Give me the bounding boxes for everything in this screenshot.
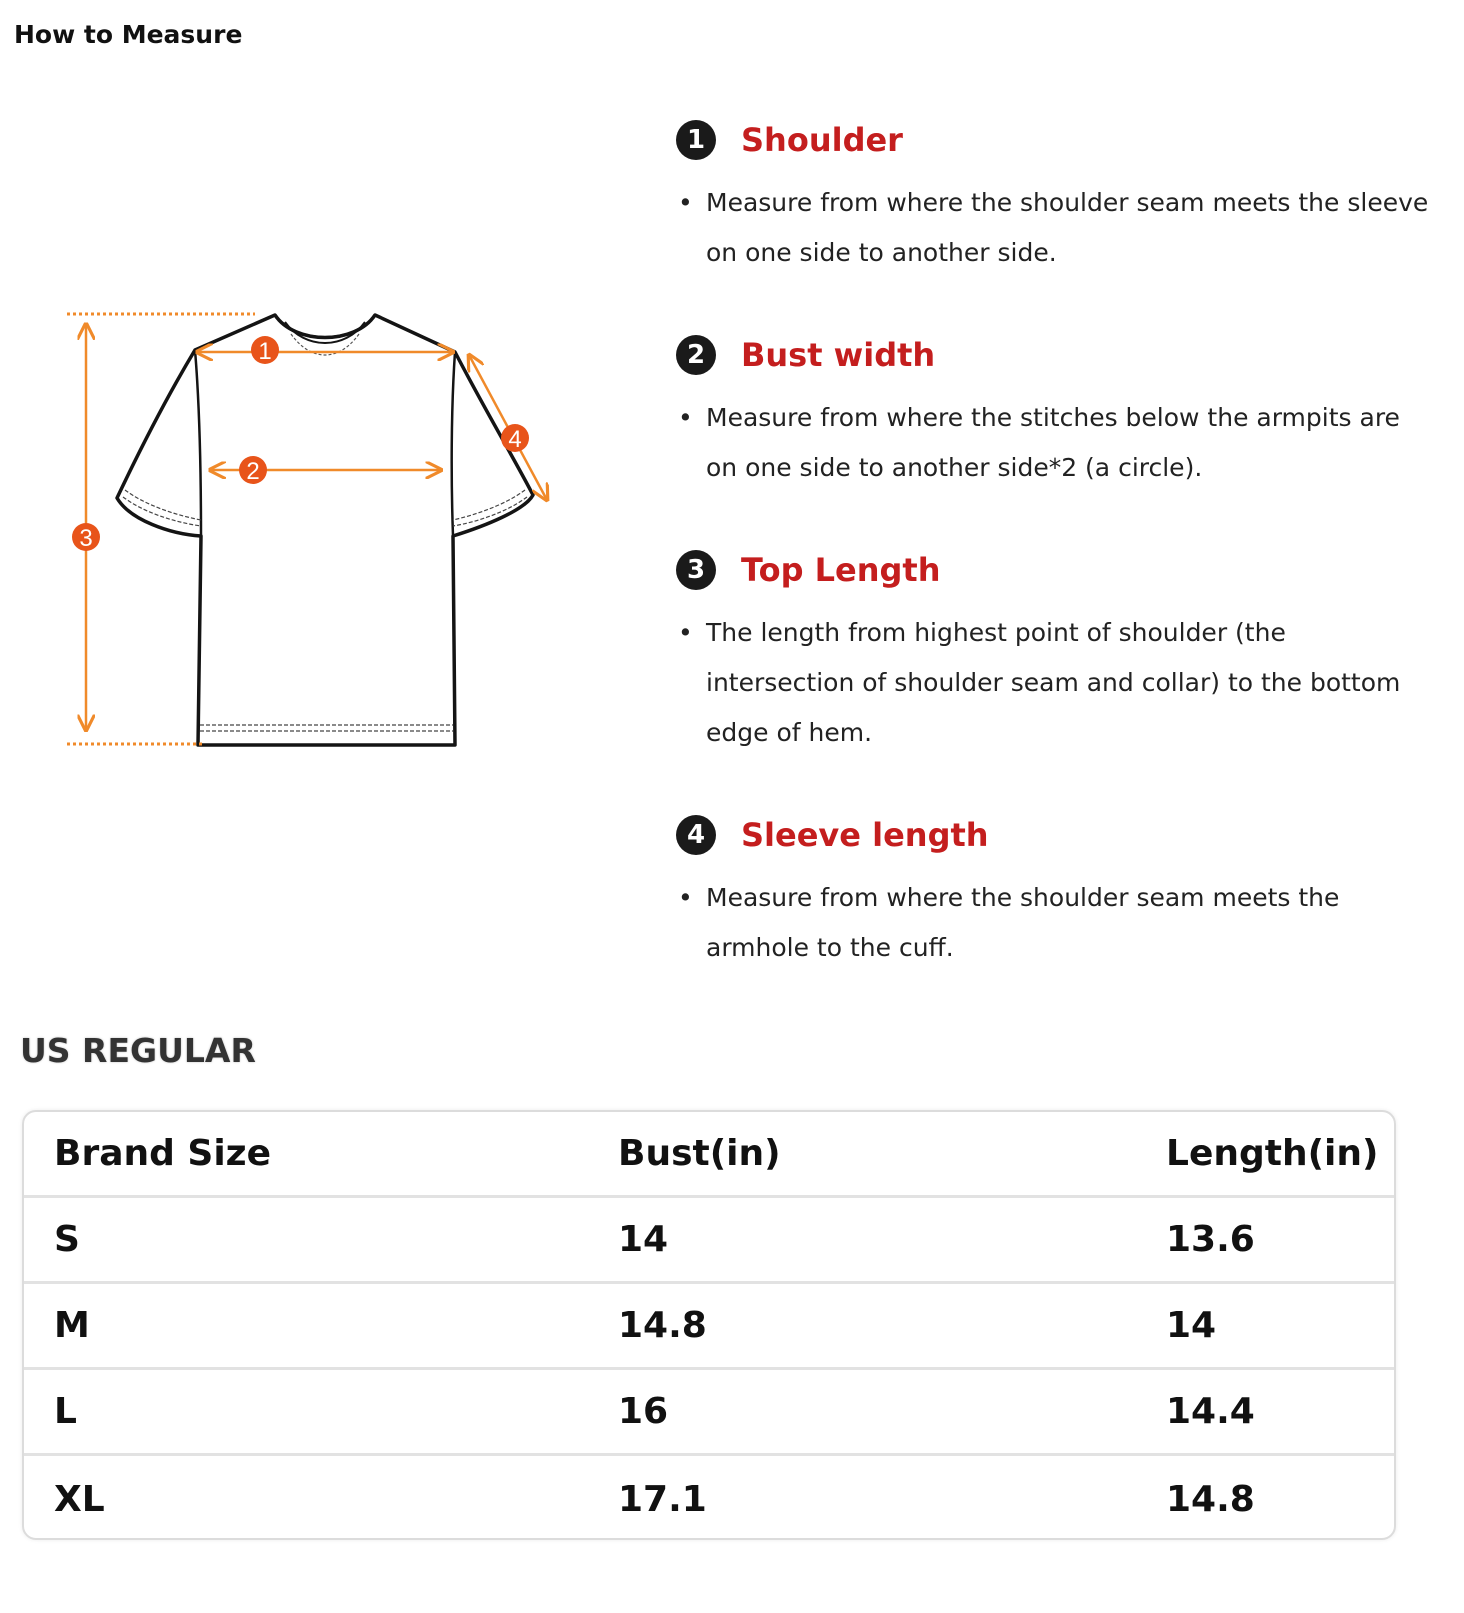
- header-brand-size: Brand Size: [54, 1133, 272, 1174]
- bullet-icon: •: [678, 883, 693, 912]
- length-cell: 14.4: [1166, 1391, 1255, 1432]
- size-cell: L: [54, 1391, 77, 1432]
- length-cell: 13.6: [1166, 1219, 1255, 1260]
- size-cell: XL: [54, 1478, 105, 1520]
- step-description: Measure from where the stitches below the armpits are on one side to another side*2 (a circle).: [706, 403, 1400, 482]
- bust-cell: 14: [618, 1219, 669, 1260]
- svg-text:1: 1: [258, 338, 272, 365]
- header-bust: Bust(in): [618, 1133, 781, 1174]
- t-shirt-outline: [117, 315, 533, 745]
- size-chart-title: US REGULAR: [20, 1031, 256, 1070]
- length-cell: 14.8: [1166, 1478, 1255, 1520]
- step-number-badge: 2: [676, 335, 716, 375]
- step-title: Shoulder: [741, 121, 903, 159]
- bullet-icon: •: [678, 188, 693, 217]
- step-bust-width: [676, 333, 1436, 493]
- step-description: Measure from where the shoulder seam meets the armhole to the cuff.: [706, 883, 1340, 962]
- svg-text:2: 2: [246, 458, 260, 485]
- step-top-length: [676, 548, 1436, 758]
- step-sleeve-length: [676, 813, 1436, 973]
- step-title: Top Length: [741, 551, 941, 589]
- table-row: [24, 1198, 1394, 1284]
- table-row: [24, 1284, 1394, 1370]
- length-cell: 14: [1166, 1305, 1217, 1346]
- header-length: Length(in): [1166, 1133, 1379, 1174]
- step-number-badge: 4: [676, 815, 716, 855]
- page-title: How to Measure: [14, 20, 243, 49]
- size-cell: M: [54, 1305, 90, 1346]
- svg-text:3: 3: [79, 525, 93, 552]
- step-number-badge: 1: [676, 120, 716, 160]
- table-header-row: [24, 1112, 1394, 1198]
- svg-text:4: 4: [508, 426, 522, 453]
- bust-cell: 14.8: [618, 1305, 707, 1346]
- step-number-badge: 3: [676, 550, 716, 590]
- step-description: The length from highest point of shoulder (the intersection of shoulder seam and collar) to the bottom edge of hem.: [706, 618, 1401, 747]
- table-row: [24, 1370, 1394, 1456]
- bullet-icon: •: [678, 618, 693, 647]
- bust-cell: 16: [618, 1391, 669, 1432]
- marker-3: [72, 523, 100, 552]
- step-title: Sleeve length: [741, 816, 989, 854]
- size-table: [22, 1110, 1396, 1540]
- t-shirt-diagram: [55, 300, 565, 770]
- step-title: Bust width: [741, 336, 936, 374]
- step-shoulder: [676, 118, 1436, 278]
- size-cell: S: [54, 1219, 80, 1260]
- step-description: Measure from where the shoulder seam meets the sleeve on one side to another side.: [706, 188, 1429, 267]
- bust-cell: 17.1: [618, 1478, 707, 1520]
- table-row: [24, 1456, 1394, 1540]
- bullet-icon: •: [678, 403, 693, 432]
